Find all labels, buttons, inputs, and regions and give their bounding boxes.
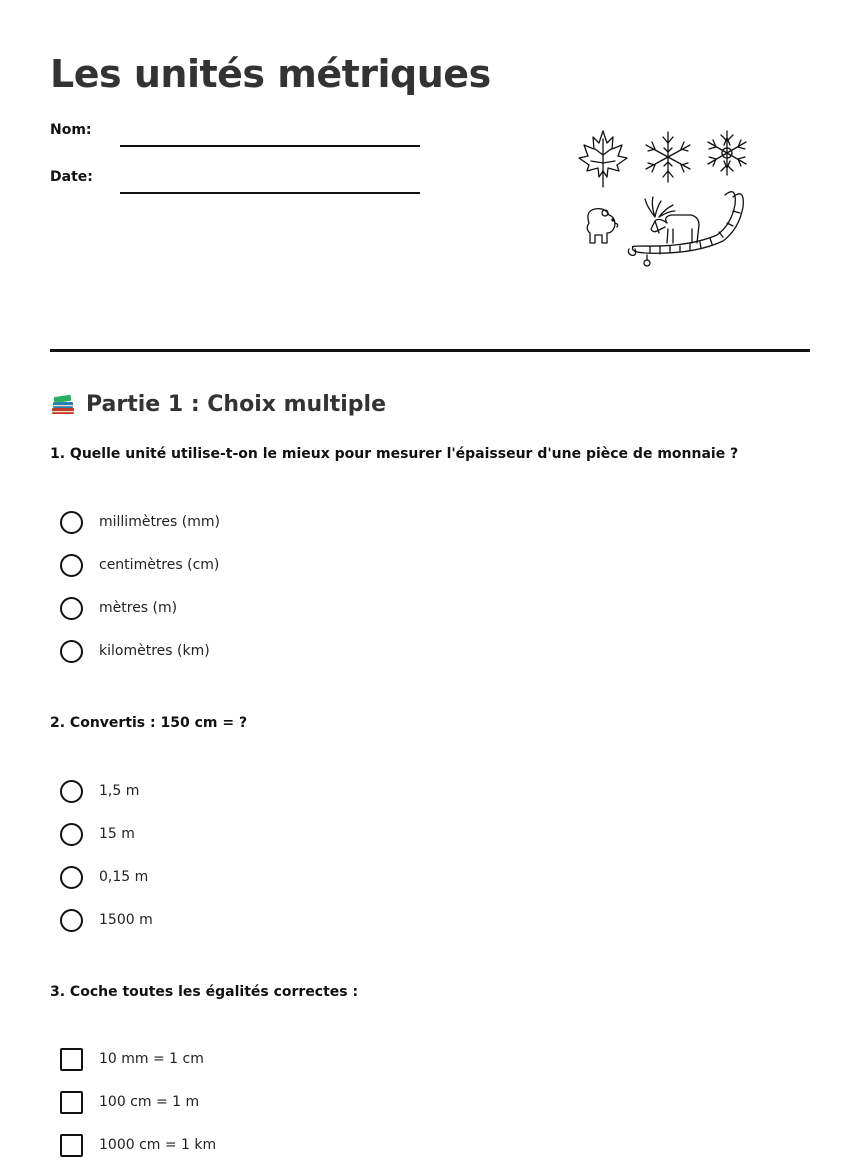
- moose-icon: [645, 197, 699, 243]
- snowflake-icon: [708, 131, 746, 175]
- radio-button[interactable]: [60, 640, 83, 663]
- question-3: 3. Coche toutes les égalités correctes :: [50, 984, 359, 1000]
- radio-button[interactable]: [60, 866, 83, 889]
- section-divider: [50, 349, 810, 352]
- page-title: Les unités métriques: [50, 52, 491, 96]
- name-label: Nom:: [50, 122, 92, 138]
- name-line[interactable]: [120, 145, 420, 147]
- date-line[interactable]: [120, 192, 420, 194]
- q1-option-m[interactable]: [60, 595, 177, 621]
- q1-option-cm[interactable]: [60, 552, 219, 578]
- radio-button[interactable]: [60, 554, 83, 577]
- radio-button[interactable]: [60, 909, 83, 932]
- question-2: 2. Convertis : 150 cm = ?: [50, 715, 248, 731]
- option-label: 15 m: [99, 826, 135, 842]
- checkbox[interactable]: [60, 1091, 83, 1114]
- q2-option-3[interactable]: [60, 864, 148, 890]
- option-label: 1000 cm = 1 km: [99, 1137, 217, 1153]
- section-title-text: Partie 1 : Choix multiple: [86, 391, 386, 417]
- radio-button[interactable]: [60, 511, 83, 534]
- question-1: 1. Quelle unité utilise-t-on le mieux pour mesurer l'épaisseur d'une pièce de monnaie ?: [50, 446, 739, 462]
- option-label: mètres (m): [99, 600, 178, 616]
- option-label: 10 mm = 1 cm: [99, 1051, 204, 1067]
- checkbox[interactable]: [60, 1048, 83, 1071]
- q2-option-2[interactable]: [60, 821, 135, 847]
- q2-option-1[interactable]: [60, 778, 139, 804]
- name-field: [50, 122, 420, 152]
- option-label: centimètres (cm): [99, 557, 220, 573]
- date-field: [50, 169, 420, 199]
- radio-button[interactable]: [60, 780, 83, 803]
- option-label: 1500 m: [99, 912, 153, 928]
- q3-option-1[interactable]: [60, 1046, 204, 1072]
- section-title: [50, 388, 386, 420]
- radio-button[interactable]: [60, 597, 83, 620]
- q3-option-2[interactable]: [60, 1089, 199, 1115]
- q1-option-km[interactable]: [60, 638, 210, 664]
- option-label: 1,5 m: [99, 783, 140, 799]
- books-icon: [50, 391, 76, 417]
- option-label: kilomètres (km): [99, 643, 210, 659]
- radio-button[interactable]: [60, 823, 83, 846]
- q1-option-mm[interactable]: [60, 509, 220, 535]
- option-label: millimètres (mm): [99, 514, 220, 530]
- maple-leaf-icon: [579, 131, 627, 187]
- option-label: 0,15 m: [99, 869, 149, 885]
- canada-illustration: [575, 125, 760, 275]
- snowflake-icon: [646, 132, 690, 182]
- q3-option-3[interactable]: [60, 1132, 216, 1158]
- option-label: 100 cm = 1 m: [99, 1094, 200, 1110]
- checkbox[interactable]: [60, 1134, 83, 1157]
- bear-icon: [587, 209, 617, 243]
- date-label: Date:: [50, 169, 93, 185]
- q2-option-4[interactable]: [60, 907, 153, 933]
